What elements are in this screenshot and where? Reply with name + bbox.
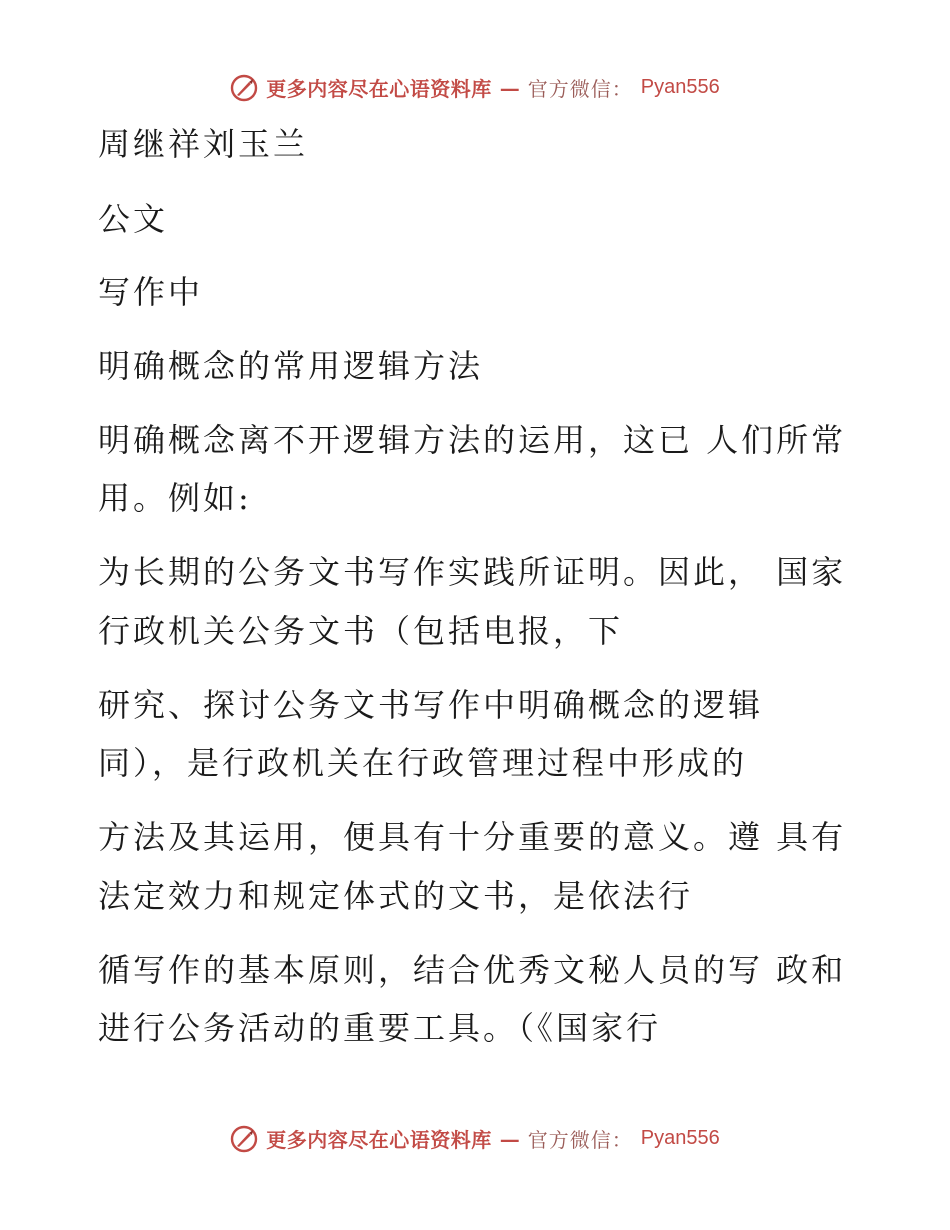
text-line: 方法及其运用，便具有十分重要的意义。遵 具有 bbox=[98, 818, 847, 856]
text-line: 用。例如: bbox=[98, 479, 252, 517]
watermark-account: Pyan556 bbox=[640, 76, 720, 98]
text-line: 同），是行政机关在行政管理过程中形成的 bbox=[98, 744, 748, 782]
text-line: 法定效力和规定体式的文书，是依法行 bbox=[98, 877, 694, 915]
watermark-label: 官方微信： bbox=[527, 1128, 633, 1152]
text-line: 进行公务活动的重要工具。（《国家行 bbox=[98, 1009, 662, 1047]
watermark-dash: — bbox=[499, 75, 520, 100]
footer-watermark bbox=[0, 1124, 950, 1153]
text-line: 写作中 bbox=[98, 273, 204, 311]
text-line: 公文 bbox=[98, 200, 169, 238]
text-line: 研究、探讨公务文书写作中明确概念的逻辑 bbox=[98, 686, 764, 724]
text-line: 明确概念的常用逻辑方法 bbox=[98, 347, 484, 385]
watermark-site-text: 更多内容尽在心语资料库 bbox=[266, 1128, 492, 1152]
watermark-account: Pyan556 bbox=[640, 1127, 720, 1149]
quill-logo-icon bbox=[230, 74, 258, 102]
header-watermark bbox=[0, 73, 950, 102]
text-line: 明确概念离不开逻辑方法的运用，这已 人们所常 bbox=[98, 421, 847, 459]
watermark-label: 官方微信： bbox=[527, 77, 633, 101]
text-line: 行政机关公务文书（包括电报，下 bbox=[98, 612, 624, 650]
text-line: 循写作的基本原则，结合优秀文秘人员的写 政和 bbox=[98, 951, 847, 989]
quill-logo-icon bbox=[230, 1125, 258, 1153]
text-line: 周继祥刘玉兰 bbox=[98, 125, 309, 163]
text-line: 为长期的公务文书写作实践所证明。因此， 国家 bbox=[98, 553, 847, 591]
watermark-site-text: 更多内容尽在心语资料库 bbox=[266, 77, 492, 101]
watermark-dash: — bbox=[499, 1126, 520, 1151]
